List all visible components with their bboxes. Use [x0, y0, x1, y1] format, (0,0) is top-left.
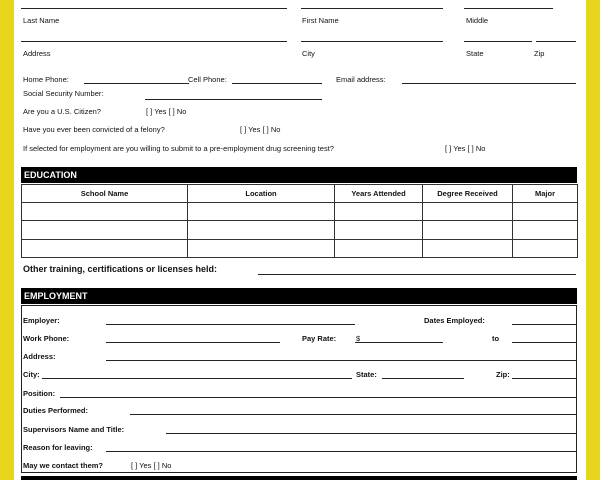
- state-label: State: [466, 49, 484, 58]
- employer-state-field[interactable]: [382, 378, 464, 379]
- duties-label: Duties Performed:: [23, 406, 89, 415]
- felony-question: Have you ever been convicted of a felony?: [23, 125, 165, 134]
- education-col-major: Major: [513, 185, 578, 203]
- top-field-line-3[interactable]: [464, 8, 553, 9]
- zip-field[interactable]: [536, 41, 576, 42]
- employer-zip-label: Zip:: [496, 370, 510, 379]
- table-cell[interactable]: [335, 221, 423, 239]
- table-row: [22, 221, 578, 239]
- employer-city-field[interactable]: [42, 378, 352, 379]
- table-cell[interactable]: [423, 203, 513, 221]
- table-cell[interactable]: [423, 221, 513, 239]
- citizen-options[interactable]: [ ] Yes [ ] No: [146, 107, 187, 116]
- cell-phone-field[interactable]: [232, 83, 322, 84]
- home-phone-label: Home Phone:: [23, 75, 69, 84]
- dates-to-field[interactable]: [512, 342, 576, 343]
- employer-address-field[interactable]: [106, 360, 576, 361]
- work-phone-label: Work Phone:: [23, 334, 70, 343]
- table-cell[interactable]: [22, 203, 188, 221]
- duties-field[interactable]: [130, 414, 576, 415]
- table-row: [22, 203, 578, 221]
- contact-question: May we contact them?: [23, 461, 104, 470]
- first-name-field[interactable]: [301, 41, 443, 42]
- employer-city-label: City:: [23, 370, 40, 379]
- table-cell[interactable]: [22, 221, 188, 239]
- table-cell[interactable]: [513, 203, 578, 221]
- supervisor-label: Supervisors Name and Title:: [23, 425, 125, 434]
- middle-label: Middle: [466, 16, 489, 25]
- employer-address-label: Address:: [23, 352, 56, 361]
- employer-label: Employer:: [23, 316, 60, 325]
- pay-rate-label: Pay Rate:: [302, 334, 337, 343]
- position-field[interactable]: [60, 397, 576, 398]
- next-section-header: [21, 476, 577, 480]
- table-cell[interactable]: [188, 203, 335, 221]
- other-training-field[interactable]: [258, 274, 576, 275]
- work-phone-field[interactable]: [106, 342, 280, 343]
- table-row: [22, 239, 578, 257]
- employment-section-header: EMPLOYMENT: [21, 288, 577, 304]
- employer-field[interactable]: [106, 324, 355, 325]
- education-col-location: Location: [188, 185, 335, 203]
- education-col-school: School Name: [22, 185, 188, 203]
- middle-field[interactable]: [464, 41, 532, 42]
- education-col-degree: Degree Received: [423, 185, 513, 203]
- other-training-label: Other training, certifications or licenses held:: [23, 264, 218, 274]
- felony-options[interactable]: [ ] Yes [ ] No: [240, 125, 281, 134]
- email-label: Email address:: [336, 75, 386, 84]
- dollar-sign: $: [356, 334, 361, 343]
- zip-label: Zip: [534, 49, 545, 58]
- education-table: [21, 184, 577, 258]
- first-name-label: First Name: [302, 16, 339, 25]
- dates-employed-field[interactable]: [512, 324, 576, 325]
- reason-field[interactable]: [106, 451, 576, 452]
- table-cell[interactable]: [188, 239, 335, 257]
- ssn-field[interactable]: [145, 99, 322, 100]
- table-cell[interactable]: [513, 239, 578, 257]
- employer-state-label: State:: [356, 370, 377, 379]
- top-field-line-2[interactable]: [301, 8, 443, 9]
- employment-box: [21, 305, 577, 473]
- table-cell[interactable]: [335, 239, 423, 257]
- table-cell[interactable]: [22, 239, 188, 257]
- reason-label: Reason for leaving:: [23, 443, 93, 452]
- drug-test-question: If selected for employment are you willing to submit to a pre-employment drug screening test?: [23, 144, 334, 153]
- top-field-line-1[interactable]: [21, 8, 287, 9]
- last-name-label: Last Name: [23, 16, 60, 25]
- to-label: to: [492, 334, 500, 343]
- pay-rate-field[interactable]: [355, 342, 443, 343]
- home-phone-field[interactable]: [84, 83, 189, 84]
- email-field[interactable]: [402, 83, 576, 84]
- employer-zip-field[interactable]: [512, 378, 576, 379]
- supervisor-field[interactable]: [166, 433, 576, 434]
- education-col-years: Years Attended: [335, 185, 423, 203]
- table-cell[interactable]: [423, 239, 513, 257]
- application-form: [14, 0, 586, 480]
- table-cell[interactable]: [513, 221, 578, 239]
- last-name-field[interactable]: [21, 41, 287, 42]
- contact-options[interactable]: [ ] Yes [ ] No: [131, 461, 172, 470]
- position-label: Position:: [23, 389, 56, 398]
- table-cell[interactable]: [335, 203, 423, 221]
- address-label: Address: [23, 49, 51, 58]
- drug-test-options[interactable]: [ ] Yes [ ] No: [445, 144, 486, 153]
- city-label: City: [302, 49, 315, 58]
- education-section-header: EDUCATION: [21, 167, 577, 183]
- citizen-question: Are you a U.S. Citizen?: [23, 107, 101, 116]
- cell-phone-label: Cell Phone:: [188, 75, 227, 84]
- ssn-label: Social Security Number:: [23, 89, 104, 98]
- table-cell[interactable]: [188, 221, 335, 239]
- dates-employed-label: Dates Employed:: [424, 316, 485, 325]
